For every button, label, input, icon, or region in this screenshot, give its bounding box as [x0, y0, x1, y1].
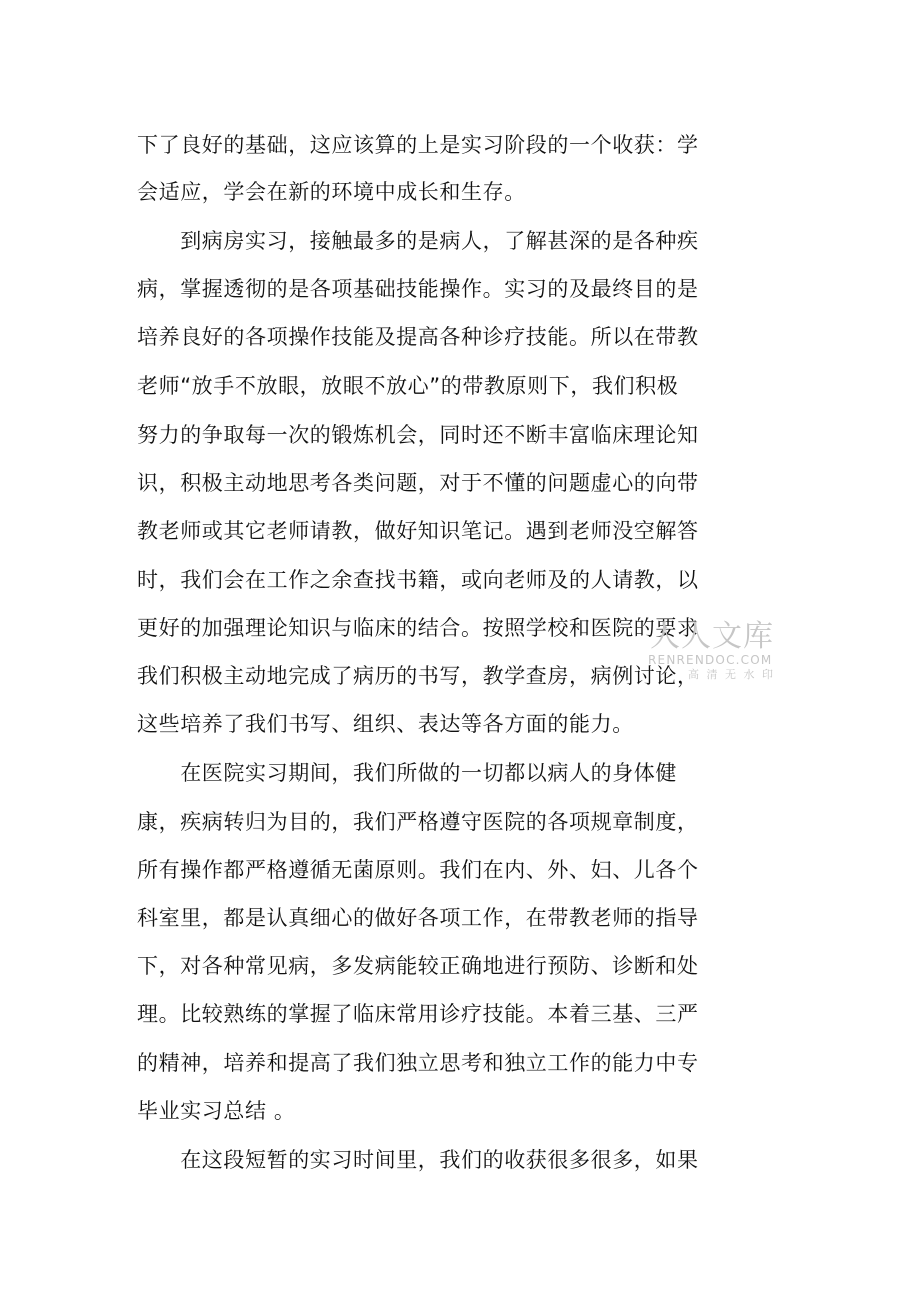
text-line: 教老师或其它老师请教，做好知识笔记。遇到老师没空解答: [137, 519, 699, 543]
text-line: 培养良好的各项操作技能及提高各种诊疗技能。所以在带教: [137, 325, 699, 349]
text-line: 科室里，都是认真细心的做好各项工作，在带教老师的指导: [137, 906, 699, 930]
text-line: 所有操作都严格遵循无菌原则。我们在内、外、妇、儿各个: [137, 858, 699, 882]
text-line: 努力的争取每一次的锻炼机会，同时还不断丰富临床理论知: [137, 423, 699, 447]
watermark-sub-text: 高 清 无 水 印: [688, 668, 775, 681]
text-line: 在这段短暂的实习时间里，我们的收获很多很多，如果: [137, 1148, 699, 1172]
text-line: 康，疾病转归为目的，我们严格遵守医院的各项规章制度，: [137, 810, 699, 834]
text-line: 我们积极主动地完成了病历的书写，教学查房，病例讨论，: [137, 664, 699, 688]
text-line: 老师“放手不放眼，放眼不放心”的带教原则下，我们积极: [137, 374, 679, 398]
text-line: 的精神，培养和提高了我们独立思考和独立工作的能力中专: [137, 1051, 699, 1075]
text-line: 毕业实习总结 。: [137, 1099, 296, 1123]
watermark-domain-text: RENRENDOC.COM: [648, 653, 773, 667]
text-line: 时，我们会在工作之余查找书籍，或向老师及的人请教，以: [137, 568, 699, 592]
text-line: 下，对各种常见病，多发病能较正确地进行预防、诊断和处: [137, 954, 699, 978]
text-line: 这些培养了我们书写、组织、表达等各方面的能力。: [137, 712, 634, 736]
text-line: 下了良好的基础，这应该算的上是实习阶段的一个收获：学: [137, 133, 699, 157]
text-line: 更好的加强理论知识与临床的结合。按照学校和医院的要求: [137, 616, 699, 640]
text-line: 会适应，学会在新的环境中成长和生存。: [137, 180, 526, 204]
text-line: 识，积极主动地思考各类问题，对于不懂的问题虚心的向带: [137, 471, 699, 495]
text-line: 到病房实习，接触最多的是病人，了解甚深的是各种疾: [137, 229, 699, 253]
text-line: 在医院实习期间，我们所做的一切都以病人的身体健: [137, 761, 677, 785]
text-line: 病，掌握透彻的是各项基础技能操作。实习的及最终目的是: [137, 277, 699, 301]
text-line: 理。比较熟练的掌握了临床常用诊疗技能。本着三基、三严: [137, 1002, 699, 1026]
watermark-main-text: 人人文库: [650, 619, 774, 654]
